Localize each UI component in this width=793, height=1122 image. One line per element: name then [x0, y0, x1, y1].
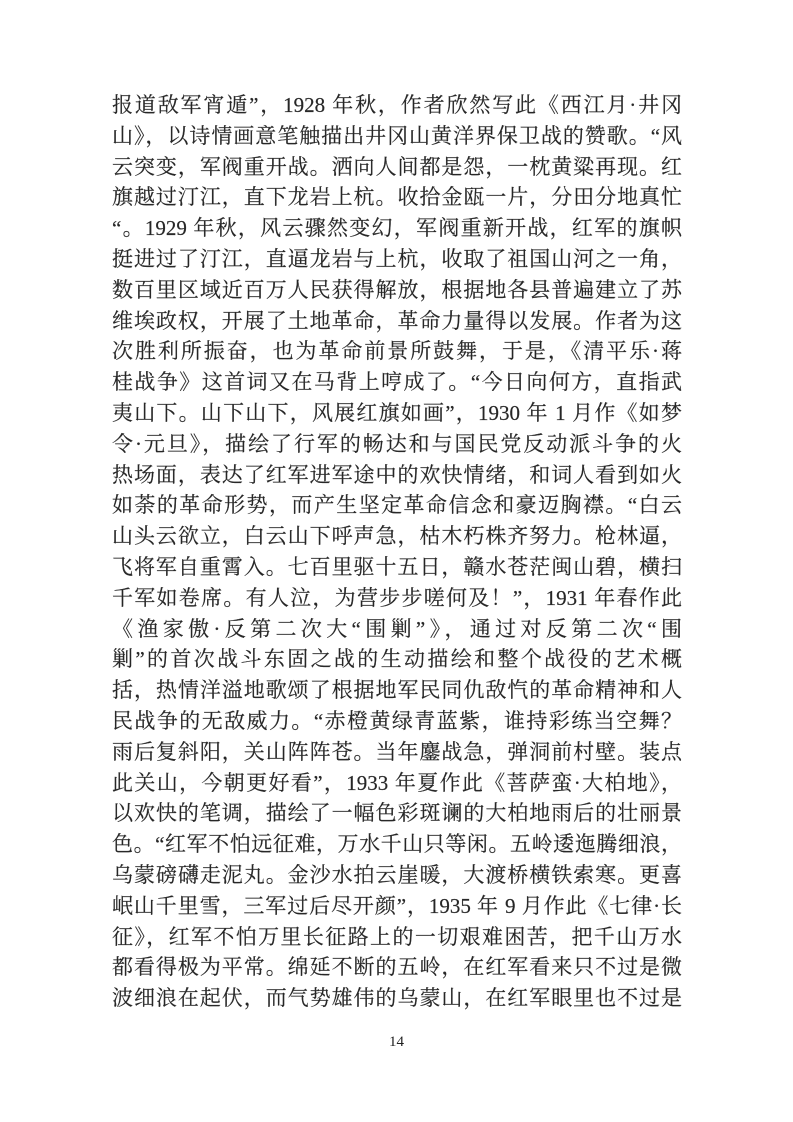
text-line: 如荼的革命形势，而产生坚定革命信念和豪迈胸襟。“白云 [112, 493, 682, 518]
text-line: 维埃政权，开展了土地革命，革命力量得以发展。作者为这 [112, 308, 682, 333]
text-line: 此关山，今朝更好看”，1933 年夏作此《菩萨蛮·大柏地》， [112, 770, 682, 795]
text-line: 征》，红军不怕万里长征路上的一切艰难困苦，把千山万水 [112, 924, 682, 949]
text-line: 乌蒙磅礴走泥丸。金沙水拍云崖暖，大渡桥横铁索寒。更喜 [112, 862, 682, 887]
text-line: 热场面，表达了红军进军途中的欢快情绪，和词人看到如火 [112, 462, 682, 487]
text-line: 波细浪在起伏，而气势雄伟的乌蒙山，在红军眼里也不过是 [112, 986, 682, 1011]
text-line: 夷山下。山下山下，风展红旗如画”，1930 年 1 月作《如梦 [112, 400, 682, 425]
body-text [112, 90, 682, 1014]
text-line: 报道敌军宵遁”，1928 年秋，作者欣然写此《西江月·井冈 [112, 93, 682, 117]
text-line: 挺进过了汀江，直逼龙岩与上杭，收取了祖国山河之一角， [112, 246, 682, 271]
text-line: 旗越过汀江，直下龙岩上杭。收拾金瓯一片，分田分地真忙 [112, 185, 682, 210]
text-line: 山头云欲立，白云山下呼声急，枯木朽株齐努力。枪林逼， [112, 524, 682, 549]
text-line: 千军如卷席。有人泣，为营步步嗟何及！”，1931 年春作此 [112, 585, 682, 610]
text-line: 数百里区域近百万人民获得解放，根据地各县普遍建立了苏 [112, 277, 682, 302]
text-line: 云突变，军阀重开战。洒向人间都是怨，一枕黄粱再现。红 [112, 154, 682, 179]
text-line: 都看得极为平常。绵延不断的五岭，在红军看来只不过是微 [112, 955, 682, 980]
text-line: 飞将军自重霄入。七百里驱十五日，赣水苍茫闽山碧，横扫 [112, 554, 682, 579]
text-line: 《渔家傲·反第二次大“围剿”》，通过对反第二次“围 [112, 616, 682, 641]
text-line: “。1929 年秋，风云骤然变幻，军阀重新开战，红军的旗帜 [112, 216, 682, 241]
text-line: 以欢快的笔调，描绘了一幅色彩斑谰的大柏地雨后的壮丽景 [112, 801, 682, 826]
text-line: 山》，以诗情画意笔触描出井冈山黄洋界保卫战的赞歌。“风 [112, 123, 682, 148]
text-line: 民战争的无敌威力。“赤橙黄绿青蓝紫，谁持彩练当空舞？ [112, 708, 682, 733]
text-line: 雨后复斜阳，关山阵阵苍。当年鏖战急，弹洞前村壁。装点 [112, 739, 682, 764]
page-number: 14 [389, 1034, 404, 1050]
text-line: 括，热情洋溢地歌颂了根据地军民同仇敌忾的革命精神和人 [112, 678, 682, 703]
text-line: 令·元旦》，描绘了行军的畅达和与国民党反动派斗争的火 [112, 431, 682, 456]
text-line: 岷山千里雪，三军过后尽开颜”，1935 年 9 月作此《七律·长 [112, 893, 682, 918]
text-line: 次胜利所振奋，也为革命前景所鼓舞，于是，《清平乐·蒋 [112, 339, 682, 364]
text-line: 桂战争》这首词又在马背上哼成了。“今日向何方，直指武 [112, 370, 682, 395]
text-line: 色。“红军不怕远征难，万水千山只等闲。五岭逶迤腾细浪， [112, 832, 682, 857]
text-line: 剿”的首次战斗东固之战的生动描绘和整个战役的艺术概 [112, 647, 682, 672]
